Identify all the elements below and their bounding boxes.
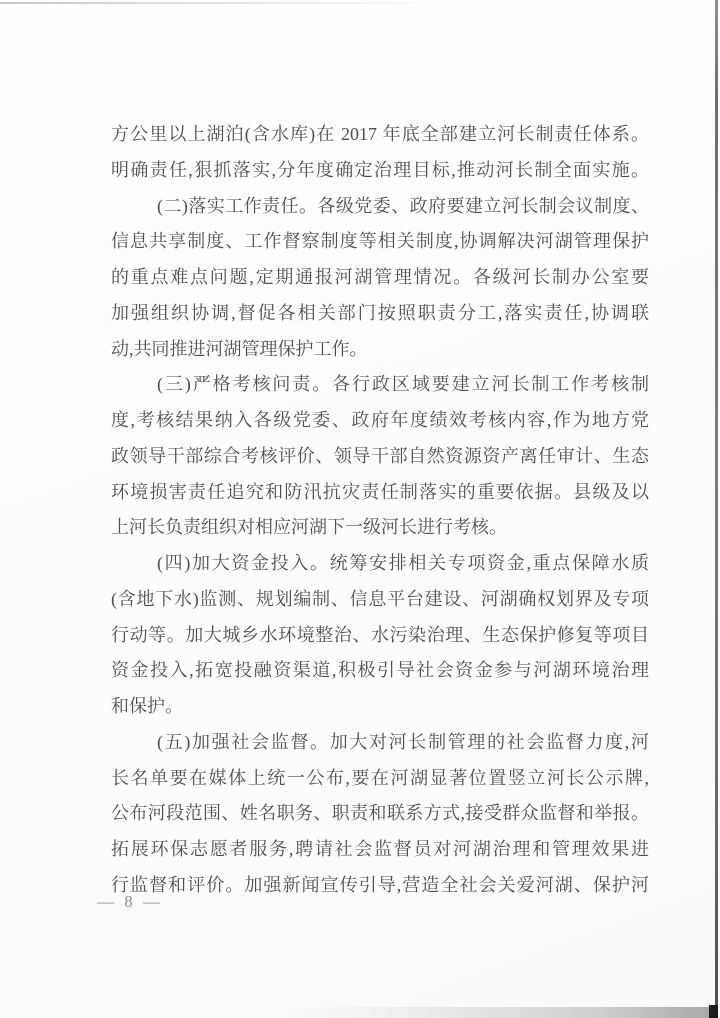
text-line: 方公里以上湖泊(含水库)在 2017 年底全部建立河长制责任体系。 [111, 124, 649, 144]
text-line: (四)加大资金投入。统筹安排相关专项资金,重点保障水质 [157, 553, 649, 573]
text-line: 环境损害责任追究和防汛抗灾责任制落实的重要依据。县级及以 [111, 481, 649, 502]
scan-bottom-right-corner-mark [709, 1005, 718, 1018]
text-line: 明确责任,狠抓落实,分年度确定治理目标,推动河长制全面实施。 [111, 159, 649, 180]
text-line: 动,共同推进河湖管理保护工作。 [111, 338, 368, 359]
scan-right-edge-line [715, 0, 718, 1010]
text-line: 度,考核结果纳入各级党委、政府年度绩效考核内容,作为地方党 [111, 410, 649, 430]
text-line: 资金投入,拓宽投融资渠道,积极引导社会资金参与河湖环境治理 [111, 660, 649, 681]
text-line: 和保护。 [111, 696, 183, 716]
text-line: 政领导干部综合考核评价、领导干部自然资源资产离任审计、生态 [111, 445, 649, 466]
text-line: 行监督和评价。加强新闻宣传引导,营造全社会关爱河湖、保护河 [111, 874, 649, 895]
text-line: 拓展环保志愿者服务,聘请社会监督员对河湖治理和管理效果进 [111, 839, 649, 859]
page-number: — 8 — [97, 892, 163, 911]
scan-top-edge-line [0, 2, 445, 4]
text-line: 的重点难点问题,定期通报河湖管理情况。各级河长制办公室要 [111, 267, 649, 287]
text-line: 公布河段范围、姓名职务、职责和联系方式,接受群众监督和举报。 [111, 803, 649, 824]
scan-bottom-edge-shadow [0, 1007, 716, 1018]
text-line: 上河长负责组织对相应河湖下一级河长进行考核。 [111, 517, 507, 538]
text-line: 长名单要在媒体上统一公布,要在河湖显著位置竖立河长公示牌, [111, 767, 649, 788]
text-line: 信息共享制度、工作督察制度等相关制度,协调解决河湖管理保护 [111, 231, 649, 252]
text-line: 加强组织协调,督促各相关部门按照职责分工,落实责任,协调联 [111, 302, 649, 323]
text-line: 行动等。加大城乡水环境整治、水污染治理、生态保护修复等项目 [111, 624, 649, 645]
text-line: (三)严格考核问责。各行政区域要建立河长制工作考核制 [157, 374, 649, 395]
text-line: (二)落实工作责任。各级党委、政府要建立河长制会议制度、 [157, 195, 649, 216]
document-body-text [111, 117, 649, 904]
text-line: (含地下水)监测、规划编制、信息平台建设、河湖确权划界及专项 [111, 588, 649, 609]
text-line: (五)加强社会监督。加大对河长制管理的社会监督力度,河 [157, 731, 649, 752]
